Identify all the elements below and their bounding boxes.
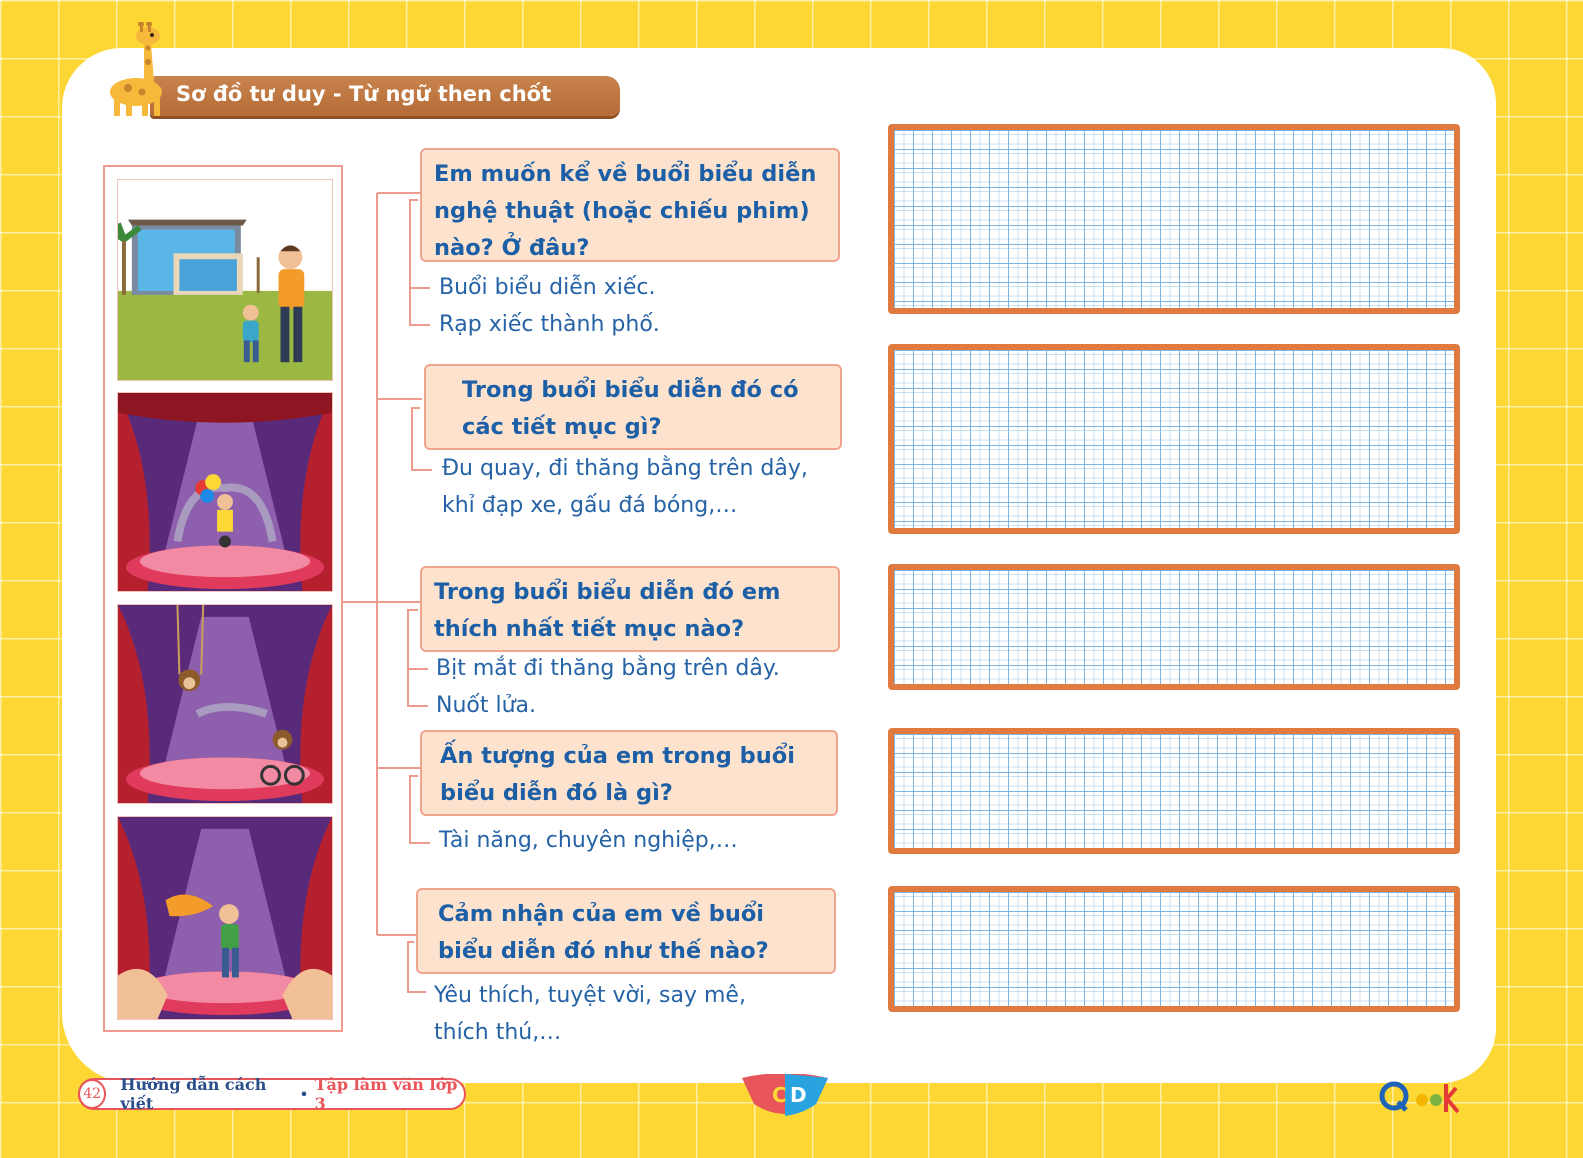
writing-grid-4[interactable]: [888, 728, 1460, 854]
writing-grid-2[interactable]: [888, 344, 1460, 534]
page-number: 42: [78, 1079, 106, 1109]
question-box-5: [416, 888, 836, 974]
cd-badge-letter-c: C: [772, 1083, 787, 1107]
footer-book-title: Hướng dẫn cách viết: [120, 1075, 267, 1113]
answer-3-2: Nuốt lửa.: [436, 693, 537, 718]
circus-monkey-act-illustration: [117, 604, 333, 804]
section-title-banner: [150, 76, 620, 116]
question-box-4: [420, 730, 838, 816]
question-4: Ấn tượng của em trong buổi biểu diễn đó là gì?: [440, 743, 795, 806]
family-building-illustration: [117, 179, 333, 381]
answer-1-2: Rạp xiếc thành phố.: [439, 312, 660, 337]
answer-4-1: Tài năng, chuyên nghiệp,…: [439, 828, 738, 853]
footer-separator: •: [299, 1084, 309, 1104]
question-5: Cảm nhận của em về buổi biểu diễn đó như thế nào?: [438, 901, 769, 964]
answer-1-1: Buổi biểu diễn xiếc.: [439, 275, 656, 300]
question-1: Em muốn kể về buổi biểu diễn nghệ thuật (hoặc chiếu phim) nào? Ở đâu?: [434, 161, 817, 261]
brand-logo-icon: [1378, 1074, 1464, 1118]
writing-grid-1[interactable]: [888, 124, 1460, 314]
question-3: Trong buổi biểu diễn đó em thích nhất tiết mục nào?: [434, 579, 781, 642]
writing-grid-3[interactable]: [888, 564, 1460, 690]
writing-grid-5[interactable]: [888, 886, 1460, 1012]
question-2: Trong buổi biểu diễn đó có các tiết mục gì?: [462, 377, 799, 440]
illustration-column: [103, 165, 343, 1032]
question-box-3: [420, 566, 840, 652]
question-box-1: [420, 148, 840, 262]
section-title: Sơ đồ tư duy - Từ ngữ then chốt: [176, 82, 552, 106]
question-box-2: [424, 364, 842, 450]
giraffe-icon: [104, 22, 174, 118]
footer-subject: Tập làm văn lớp 3: [314, 1075, 458, 1113]
answer-2-1: Đu quay, đi thăng bằng trên dây, khỉ đạp xe, gấu đá bóng,…: [442, 456, 808, 518]
cd-badge-icon: [740, 1074, 830, 1118]
circus-fire-act-illustration: [117, 816, 333, 1020]
answer-3-1: Bịt mắt đi thăng bằng trên dây.: [436, 656, 780, 681]
cd-badge-letter-d: D: [790, 1083, 807, 1107]
circus-stage-clown-illustration: [117, 392, 333, 592]
footer-book-label: [78, 1075, 466, 1113]
answer-5-1: Yêu thích, tuyệt vời, say mê, thích thú,…: [434, 983, 746, 1045]
